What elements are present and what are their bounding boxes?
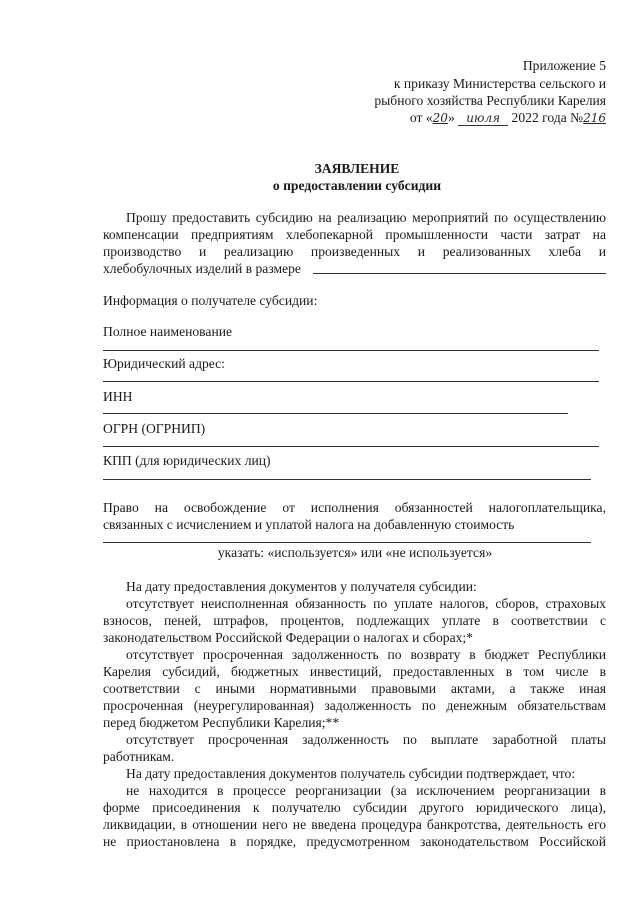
document-title: ЗАЯВЛЕНИЕ xyxy=(314,161,400,176)
request-line-2: компенсации предприятиям хлебопекарной промышленности части затрат на xyxy=(103,227,606,242)
decl-p5: На дату предоставления документов получатель субсидии подтверждает, что: xyxy=(126,766,576,781)
decl-p3-l2: Карелия субсидий, бюджетных инвестиций, предоставленных в том числе в xyxy=(103,664,606,679)
order-date-line xyxy=(410,109,606,127)
decl-p1: На дату предоставления документов у получателя субсидии: xyxy=(126,579,477,594)
request-line-1: Прошу предоставить субсидию на реализацию мероприятий по осуществлению xyxy=(126,210,606,225)
decl-p6-l4: не приостановлена в порядке, предусмотренном законодательством Российской xyxy=(103,834,606,849)
full-name-field[interactable] xyxy=(103,350,599,351)
ogrn-field[interactable] xyxy=(103,446,599,447)
decl-p4-l2: работникам. xyxy=(103,749,175,764)
recipient-info-heading: Информация о получателе субсидии: xyxy=(103,293,318,308)
date-mid: » xyxy=(447,110,455,125)
request-line-3: производство и реализацию произведенных и реализованных хлеба и xyxy=(103,244,606,259)
decl-p2-l1: отсутствует неисполненная обязанность по уплате налогов, сборов, страховых xyxy=(126,596,606,611)
appendix-label: Приложение 5 xyxy=(522,58,606,73)
vat-hint: указать: «используется» или «не используется» xyxy=(217,545,493,560)
full-name-label: Полное наименование xyxy=(103,324,233,339)
decl-p6-l2: форме присоединения к получателю субсидии другого юридического лица), xyxy=(103,800,606,815)
decl-p2-l2: взносов, пеней, штрафов, процентов, подлежащих уплате в соответствии с xyxy=(103,613,606,628)
document-subtitle: о предоставлении субсидии xyxy=(272,178,442,193)
request-line-4: хлебобулочных изделий в размере xyxy=(103,261,301,276)
decl-p3-l5: перед бюджетом Республики Карелия;** xyxy=(103,715,340,730)
order-line-2: рыбного хозяйства Республики Карелия xyxy=(374,93,606,108)
inn-label: ИНН xyxy=(103,389,133,404)
date-day-handwritten: 20 xyxy=(432,111,448,125)
decl-p3-l1: отсутствует просроченная задолженность по возврату в бюджет Республики xyxy=(126,647,606,662)
ogrn-label: ОГРН (ОГРНИП) xyxy=(103,421,206,436)
legal-address-label: Юридический адрес: xyxy=(103,356,225,371)
order-number-handwritten: 216 xyxy=(583,111,606,125)
amount-underline xyxy=(313,273,606,274)
kpp-label: КПП (для юридических лиц) xyxy=(103,453,271,468)
decl-p4-l1: отсутствует просроченная задолженность по выплате заработной платы xyxy=(126,732,606,747)
inn-field[interactable] xyxy=(103,413,568,414)
decl-p3-l4: просроченная (неурегулированная) задолженность по денежным обязательствам xyxy=(103,698,606,713)
date-suffix: 2022 года № xyxy=(511,110,584,125)
vat-field[interactable] xyxy=(103,542,591,543)
vat-line-2: связанных с исчислением и уплатой налога на добавленную стоимость xyxy=(103,517,515,532)
decl-p6-l1: не находится в процессе реорганизации (за исключением реорганизации в xyxy=(126,783,606,798)
date-prefix: от « xyxy=(409,110,433,125)
kpp-field[interactable] xyxy=(103,479,591,480)
date-month-handwritten: июля xyxy=(458,111,508,126)
legal-address-field[interactable] xyxy=(103,381,599,382)
order-line-1: к приказу Министерства сельского и xyxy=(393,76,606,91)
decl-p3-l3: соответствии с иными нормативными правовыми актами, а также иная xyxy=(103,681,606,696)
decl-p6-l3: ликвидации, в отношении него не введена процедура банкротства, деятельность его xyxy=(103,817,606,832)
decl-p2-l3: законодательством Российской Федерации о налогах и сборах;* xyxy=(103,630,473,645)
vat-line-1: Право на освобождение от исполнения обязанностей налогоплательщика, xyxy=(103,500,606,515)
